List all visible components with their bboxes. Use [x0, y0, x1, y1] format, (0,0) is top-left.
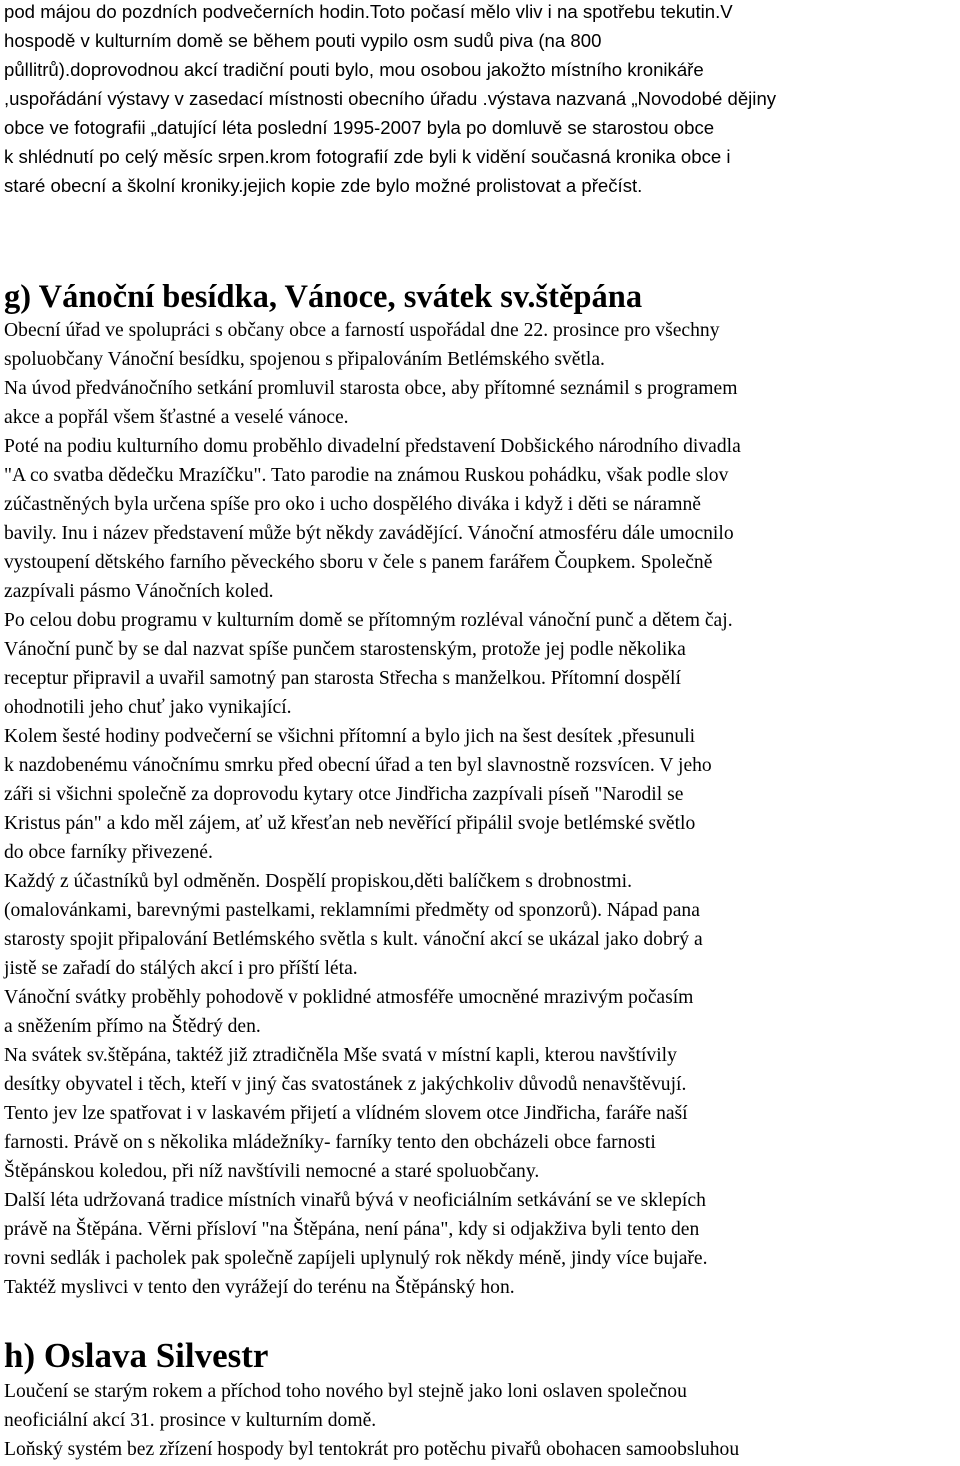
- intro-line-4: ,uspořádání výstavy v zasedací místnosti obecního úřadu .výstava nazvaná „Novodobé dějiny: [4, 88, 777, 109]
- section-g-line: Na svátek sv.štěpána, taktéž již ztradičněla Mše svatá v místní kapli, kterou navštívily: [4, 1045, 677, 1066]
- section-g-line: spoluobčany Vánoční besídku, spojenou s připalováním Betlémského světla.: [4, 349, 605, 370]
- section-g-line: Každý z účastníků byl odměněn. Dospělí propiskou,děti balíčkem s drobnostmi.: [4, 871, 632, 892]
- section-g-line: bavily. Inu i název představení může být někdy zavádějící. Vánoční atmosféru dále umocnilo: [4, 523, 734, 544]
- section-g-line: zúčastněných byla určena spíše pro oko i ucho dospělého diváka i když i děti se náramně: [4, 494, 701, 515]
- section-g-line: jistě se zařadí do stálých akcí i pro příští léta.: [4, 958, 358, 979]
- intro-line-1: pod májou do pozdních podvečerních hodin.Toto počasí mělo vliv i na spotřebu tekutin.V: [4, 1, 733, 22]
- section-g-line: do obce farníky přivezené.: [4, 842, 213, 863]
- intro-line-6: k shlédnutí po celý měsíc srpen.krom fotografií zde byli k vidění současná kronika obce i: [4, 146, 731, 167]
- section-g-line: Vánoční svátky proběhly pohodově v poklidné atmosféře umocněné mrazivým počasím: [4, 987, 694, 1008]
- section-h-line: neoficiální akcí 31. prosince v kulturním domě.: [4, 1410, 377, 1431]
- section-g-line: a sněžením přímo na Štědrý den.: [4, 1016, 261, 1037]
- section-g-line: právě na Štěpána. Věrni přísloví "na Štěpána, není pána", kdy si odjakživa byli tento den: [4, 1219, 700, 1240]
- section-g-heading: g) Vánoční besídka, Vánoce, svátek sv.štěpána: [4, 279, 643, 315]
- section-g-line: Taktéž myslivci v tento den vyrážejí do terénu na Štěpánský hon.: [4, 1277, 515, 1298]
- section-g-line: Po celou dobu programu v kulturním domě se přítomným rozléval vánoční punč a dětem čaj.: [4, 610, 733, 631]
- section-g-line: Obecní úřad ve spolupráci s občany obce a farností uspořádal dne 22. prosince pro všechny: [4, 320, 720, 341]
- intro-line-5: obce ve fotografii „datující léta poslední 1995-2007 byla po domluvě se starostou obce: [4, 117, 715, 138]
- section-g-line: Další léta udržovaná tradice místních vinařů bývá v neoficiálním setkávání se ve sklepích: [4, 1190, 706, 1211]
- section-g-line: zazpívali pásmo Vánočních koled.: [4, 581, 274, 602]
- section-g-line: Kristus pán" a kdo měl zájem, ať už křesťan neb nevěřící připálil svoje betlémské světlo: [4, 813, 696, 834]
- section-g-line: Štěpánskou koledou, při níž navštívili nemocné a staré spoluobčany.: [4, 1161, 540, 1182]
- section-g-line: Kolem šesté hodiny podvečerní se všichni přítomní a bylo jich na šest desítek ,přesunuli: [4, 726, 696, 747]
- section-g-line: akce a popřál všem šťastné a veselé vánoce.: [4, 407, 349, 428]
- intro-line-7: staré obecní a školní kroniky.jejich kopie zde bylo možné prolistovat a přečíst.: [4, 175, 643, 196]
- section-g-line: záři si všichni společně za doprovodu kytary otce Jindřicha zazpívali píseň "Narodil se: [4, 784, 684, 805]
- section-g-line: receptur připravil a uvařil samotný pan starosta Střecha s manželkou. Přítomní dospělí: [4, 668, 681, 689]
- section-g-line: Tento jev lze spatřovat i v laskavém přijetí a vlídném slovem otce Jindřicha, faráře naší: [4, 1103, 688, 1124]
- section-g-line: Vánoční punč by se dal nazvat spíše punčem starostenským, protože jej podle několika: [4, 639, 686, 660]
- section-g-line: Na úvod předvánočního setkání promluvil starosta obce, aby přítomné seznámil s programem: [4, 378, 738, 399]
- intro-line-3: půllitrů).doprovodnou akcí tradiční pouti bylo, mou osobou jakožto místního kronikáře: [4, 59, 704, 80]
- section-g-line: desítky obyvatel i těch, kteří v jiný čas svatostánek z jakýchkoliv důvodů nenavštěvují.: [4, 1074, 687, 1095]
- section-h-line: Loučení se starým rokem a příchod toho nového byl stejně jako loni oslaven společnou: [4, 1381, 687, 1402]
- section-g-line: "A co svatba dědečku Mrazíčku". Tato parodie na známou Ruskou pohádku, však podle slov: [4, 465, 729, 486]
- section-h-line: Loňský systém bez zřízení hospody byl tentokrát pro potěchu pivařů obohacen samoobsluhou: [4, 1439, 740, 1460]
- section-g-line: farnosti. Právě on s několika mládežníky- farníky tento den obcházeli obce farnosti: [4, 1132, 656, 1153]
- intro-line-2: hospodě v kulturním domě se během pouti vypilo osm sudů piva (na 800: [4, 30, 602, 51]
- section-g-line: (omalovánkami, barevnými pastelkami, reklamními předměty od sponzorů). Nápad pana: [4, 900, 700, 921]
- section-h-heading: h) Oslava Silvestr: [4, 1336, 269, 1375]
- section-g-line: Poté na podiu kulturního domu proběhlo divadelní představení Dobšického národního divadla: [4, 436, 741, 457]
- section-g-line: ohodnotili jeho chuť jako vynikající.: [4, 697, 292, 718]
- section-g-line: k nazdobenému vánočnímu smrku před obecní úřad a ten byl slavnostně rozsvícen. V jeho: [4, 755, 712, 776]
- section-g-line: rovni sedlák i pacholek pak společně zapíjeli uplynulý rok někdy méně, jindy více bujaře.: [4, 1248, 708, 1269]
- section-g-line: vystoupení dětského farního pěveckého sboru v čele s panem farářem Čoupkem. Společně: [4, 552, 713, 573]
- section-g-line: starosty spojit připalování Betlémského světla s kult. vánoční akcí se ukázal jako dobrý a: [4, 929, 703, 950]
